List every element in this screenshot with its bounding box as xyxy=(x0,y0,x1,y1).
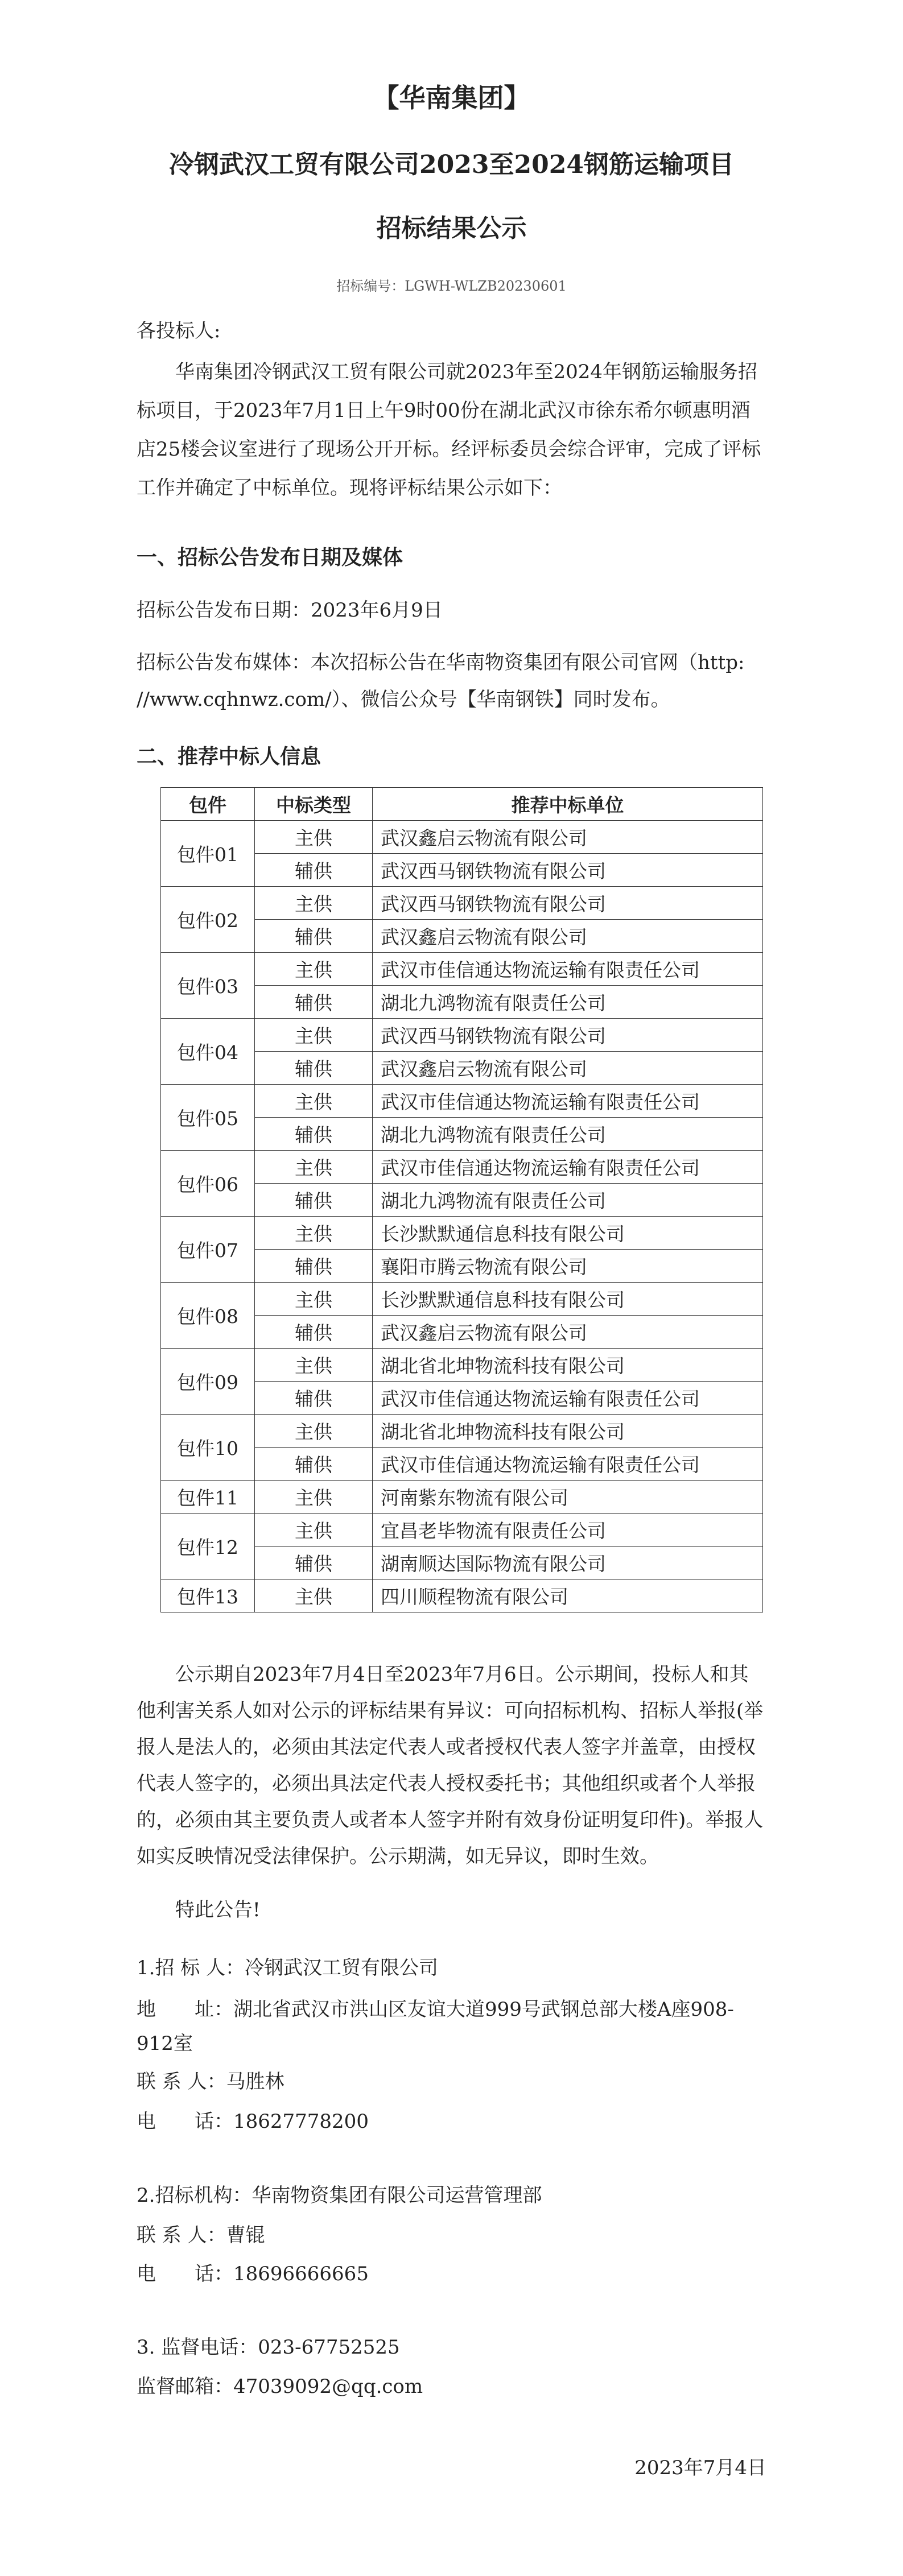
announcement-date: 2023年7月4日 xyxy=(634,2457,766,2479)
award-type-cell: 主供 xyxy=(255,1349,373,1382)
company-cell: 河南紫东物流有限公司 xyxy=(373,1481,763,1514)
company-cell: 湖南顺达国际物流有限公司 xyxy=(373,1547,763,1579)
table-row xyxy=(161,1217,763,1250)
company-cell: 武汉西马钢铁物流有限公司 xyxy=(373,854,763,887)
table-row xyxy=(161,953,763,986)
column-header-company: 推荐中标单位 xyxy=(373,788,763,821)
company-cell: 武汉市佳信通达物流运输有限责任公司 xyxy=(373,953,763,986)
contact1-line: 联 系 人：马胜林 xyxy=(137,2070,284,2093)
company-cell: 四川顺程物流有限公司 xyxy=(373,1579,763,1612)
table-row xyxy=(161,1415,763,1448)
column-header-type: 中标类型 xyxy=(255,788,373,821)
supervision-email-line: 监督邮箱：47039092@qq.com xyxy=(137,2375,423,2398)
package-name-cell: 包件12 xyxy=(161,1514,255,1579)
company-cell: 湖北九鸿物流有限责任公司 xyxy=(373,986,763,1019)
company-cell: 武汉西马钢铁物流有限公司 xyxy=(373,1019,763,1052)
award-type-cell: 辅供 xyxy=(255,1448,373,1481)
company-cell: 武汉市佳信通达物流运输有限责任公司 xyxy=(373,1151,763,1184)
award-type-cell: 辅供 xyxy=(255,1250,373,1283)
award-type-cell: 辅供 xyxy=(255,986,373,1019)
table-body xyxy=(161,821,763,1612)
section-heading-winners: 二、推荐中标人信息 xyxy=(137,745,321,768)
table-row xyxy=(161,1481,763,1514)
award-type-cell: 辅供 xyxy=(255,1547,373,1579)
table-row xyxy=(161,887,763,920)
award-type-cell: 主供 xyxy=(255,953,373,986)
award-type-cell: 辅供 xyxy=(255,1184,373,1217)
notice-paragraph xyxy=(137,1656,766,1875)
package-name-cell: 包件08 xyxy=(161,1283,255,1349)
table-row xyxy=(161,1151,763,1184)
award-type-cell: 主供 xyxy=(255,1481,373,1514)
package-name-cell: 包件10 xyxy=(161,1415,255,1481)
company-cell: 襄阳市腾云物流有限公司 xyxy=(373,1250,763,1283)
salutation: 各投标人: xyxy=(137,320,221,342)
phone2-line: 电 话：18696666665 xyxy=(137,2263,369,2285)
package-name-cell: 包件01 xyxy=(161,821,255,887)
agency-line: 2.招标机构：华南物资集团有限公司运营管理部 xyxy=(137,2184,542,2207)
award-type-cell: 主供 xyxy=(255,1514,373,1547)
document-title: 招标结果公示 xyxy=(376,214,527,243)
company-cell: 湖北九鸿物流有限责任公司 xyxy=(373,1118,763,1151)
supervision-phone-line: 3. 监督电话：023-67752525 xyxy=(137,2336,400,2359)
publish-date: 招标公告发布日期：2023年6月9日 xyxy=(137,599,443,622)
notice-body: 公示期自2023年7月4日至2023年7月6日。公示期间，投标人和其他利害关系人如对公示的评标结果有异议：可向招标机构、招标人举报(举报人是法人的，必须由其法定代表人或者授权代表人签字并盖章，由授权代表人签字的，必须出具法定代表人授权委托书；其他组织或者个人举报的，必须由其主要负责人或者本人签字并附有效身份证明复印件)。举报人如实反映情况受法律保护。公示期满，如无异议，即时生效。 xyxy=(137,1663,764,1868)
award-type-cell: 辅供 xyxy=(255,1052,373,1085)
org-title: 【华南集团】 xyxy=(373,82,530,113)
company-cell: 武汉鑫启云物流有限公司 xyxy=(373,1316,763,1349)
package-name-cell: 包件05 xyxy=(161,1085,255,1151)
award-type-cell: 主供 xyxy=(255,1085,373,1118)
table-row xyxy=(161,1579,763,1612)
company-cell: 湖北九鸿物流有限责任公司 xyxy=(373,1184,763,1217)
award-type-cell: 主供 xyxy=(255,1283,373,1316)
package-name-cell: 包件04 xyxy=(161,1019,255,1085)
company-cell: 长沙默默通信息科技有限公司 xyxy=(373,1283,763,1316)
award-type-cell: 主供 xyxy=(255,1151,373,1184)
award-type-cell: 辅供 xyxy=(255,920,373,953)
column-header-package: 包件 xyxy=(161,788,255,821)
package-name-cell: 包件03 xyxy=(161,953,255,1019)
award-type-cell: 主供 xyxy=(255,821,373,854)
award-type-cell: 辅供 xyxy=(255,1382,373,1415)
award-type-cell: 主供 xyxy=(255,1019,373,1052)
package-name-cell: 包件06 xyxy=(161,1151,255,1217)
company-cell: 武汉西马钢铁物流有限公司 xyxy=(373,887,763,920)
company-cell: 武汉鑫启云物流有限公司 xyxy=(373,920,763,953)
intro-paragraph xyxy=(137,353,766,507)
company-cell: 武汉市佳信通达物流运输有限责任公司 xyxy=(373,1448,763,1481)
package-name-cell: 包件13 xyxy=(161,1579,255,1612)
table-row xyxy=(161,1514,763,1547)
closing-text: 特此公告! xyxy=(175,1899,261,1921)
award-type-cell: 主供 xyxy=(255,887,373,920)
table-header-row xyxy=(161,788,763,821)
table-row xyxy=(161,821,763,854)
award-type-cell: 主供 xyxy=(255,1579,373,1612)
award-type-cell: 主供 xyxy=(255,1415,373,1448)
company-cell: 武汉鑫启云物流有限公司 xyxy=(373,1052,763,1085)
award-type-cell: 辅供 xyxy=(255,1316,373,1349)
award-type-cell: 主供 xyxy=(255,1217,373,1250)
section-heading-publish: 一、招标公告发布日期及媒体 xyxy=(137,545,403,569)
table-row xyxy=(161,1085,763,1118)
tenderer-line: 1.招 标 人：冷钢武汉工贸有限公司 xyxy=(137,1957,439,1979)
package-name-cell: 包件07 xyxy=(161,1217,255,1283)
winners-table xyxy=(160,787,763,1612)
table-row xyxy=(161,1349,763,1382)
address-line: 地 址：湖北省武汉市洪山区友谊大道999号武钢总部大楼A座908-912室 xyxy=(137,1998,734,2055)
award-type-cell: 辅供 xyxy=(255,1118,373,1151)
award-type-cell: 辅供 xyxy=(255,854,373,887)
contact2-line: 联 系 人：曹锟 xyxy=(137,2224,265,2247)
package-name-cell: 包件02 xyxy=(161,887,255,953)
package-name-cell: 包件11 xyxy=(161,1481,255,1514)
publish-media-line2: //www.cqhnwz.com/）、微信公众号【华南钢铁】同时发布。 xyxy=(137,688,670,711)
tender-number: 招标编号：LGWH-WLZB20230601 xyxy=(336,278,567,294)
company-cell: 湖北省北坤物流科技有限公司 xyxy=(373,1415,763,1448)
phone1-line: 电 话：18627778200 xyxy=(137,2110,369,2133)
company-cell: 湖北省北坤物流科技有限公司 xyxy=(373,1349,763,1382)
table-row xyxy=(161,1019,763,1052)
company-cell: 宜昌老毕物流有限责任公司 xyxy=(373,1514,763,1547)
package-name-cell: 包件09 xyxy=(161,1349,255,1415)
table-row xyxy=(161,1283,763,1316)
intro-body: 华南集团冷钢武汉工贸有限公司就2023年至2024年钢筋运输服务招标项目，于2023年7月1日上午9时00份在湖北武汉市徐东希尔顿惠明酒店25楼会议室进行了现场公开开标。经评标委员会综合评审，完成了评标工作并确定了中标单位。现将评标结果公示如下： xyxy=(137,361,761,499)
company-cell: 武汉鑫启云物流有限公司 xyxy=(373,821,763,854)
company-cell: 武汉市佳信通达物流运输有限责任公司 xyxy=(373,1085,763,1118)
project-title: 冷钢武汉工贸有限公司2023至2024钢筋运输项目 xyxy=(169,150,734,179)
company-cell: 长沙默默通信息科技有限公司 xyxy=(373,1217,763,1250)
publish-media-line1: 招标公告发布媒体：本次招标公告在华南物资集团有限公司官网（http: xyxy=(137,651,745,674)
company-cell: 武汉市佳信通达物流运输有限责任公司 xyxy=(373,1382,763,1415)
